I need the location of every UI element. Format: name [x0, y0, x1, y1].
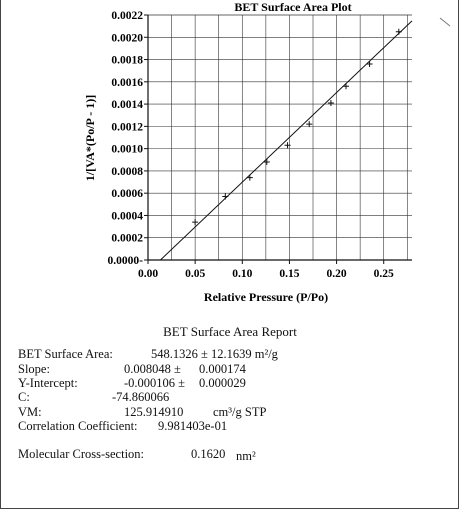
x-tick-label: 0.20 [326, 268, 347, 280]
y-tick-label: 0.0008 [111, 165, 143, 178]
data-point [192, 219, 198, 225]
surface-area-value: 548.1326 ± 12.1639 m²/g [151, 347, 278, 361]
grid [148, 15, 412, 260]
y-axis-label: 1/[VA*(Po/P - 1)] [83, 94, 97, 182]
chart-title: BET Surface Area Plot [234, 0, 352, 14]
c-value: -74.860066 [112, 390, 170, 404]
y-tick-label: 0.0020 [111, 32, 143, 45]
slope-label: Slope: [18, 362, 50, 376]
y-tick-labels [108, 10, 144, 267]
y-tick-label: 0.0016 [111, 76, 143, 89]
y-tick-label: 0.0006 [111, 188, 143, 201]
y-tick-label: 0.0000- [107, 255, 143, 267]
cross-section-unit: nm² [236, 449, 256, 463]
x-tick-label: 0.10 [232, 268, 253, 280]
y-tick-label: 0.0018 [111, 54, 143, 67]
slope-error: 0.000174 [199, 362, 246, 376]
data-point [396, 29, 402, 35]
y-tick-label: 0.0022 [111, 10, 143, 22]
data-point [247, 175, 253, 181]
correlation-value: 9.981403e-01 [158, 419, 228, 433]
data-points [192, 29, 402, 225]
x-tick-label: 0.25 [373, 268, 394, 280]
cross-section-value: 0.1620 [191, 447, 226, 461]
fit-line-group [160, 21, 412, 260]
intercept-error: 0.000029 [199, 376, 246, 390]
scan-artifact [440, 18, 450, 26]
fit-line [160, 21, 412, 260]
y-tick-label: 0.0004 [111, 210, 143, 223]
x-tick-labels [138, 268, 394, 280]
vm-label: VM: [18, 405, 42, 419]
data-point [264, 159, 270, 165]
data-point [367, 61, 373, 67]
vm-unit: cm³/g STP [213, 405, 267, 419]
c-label: C: [18, 390, 30, 404]
x-axis-label: Relative Pressure (P/Po) [203, 290, 329, 304]
y-tick-label: 0.0012 [111, 121, 143, 134]
cross-section-label: Molecular Cross-section: [18, 447, 145, 461]
data-point [328, 100, 334, 106]
x-tick-label: 0.00 [137, 268, 159, 280]
x-tick-label: 0.05 [185, 268, 206, 280]
axes [144, 15, 412, 264]
y-tick-label: 0.0014 [111, 99, 143, 112]
slope-value: 0.008048 ± [124, 362, 181, 376]
correlation-label: Correlation Coefficient: [18, 419, 138, 433]
vm-value: 125.914910 [124, 405, 184, 419]
report-title: BET Surface Area Report [163, 324, 297, 339]
intercept-value: -0.000106 ± [124, 376, 186, 390]
y-tick-label: 0.0002 [111, 232, 143, 245]
surface-area-label: BET Surface Area: [18, 347, 113, 361]
y-tick-label: 0.0010 [111, 143, 143, 156]
x-tick-label: 0.15 [279, 268, 300, 280]
data-point [343, 83, 349, 89]
intercept-label: Y-Intercept: [18, 376, 78, 390]
data-point [222, 194, 228, 200]
